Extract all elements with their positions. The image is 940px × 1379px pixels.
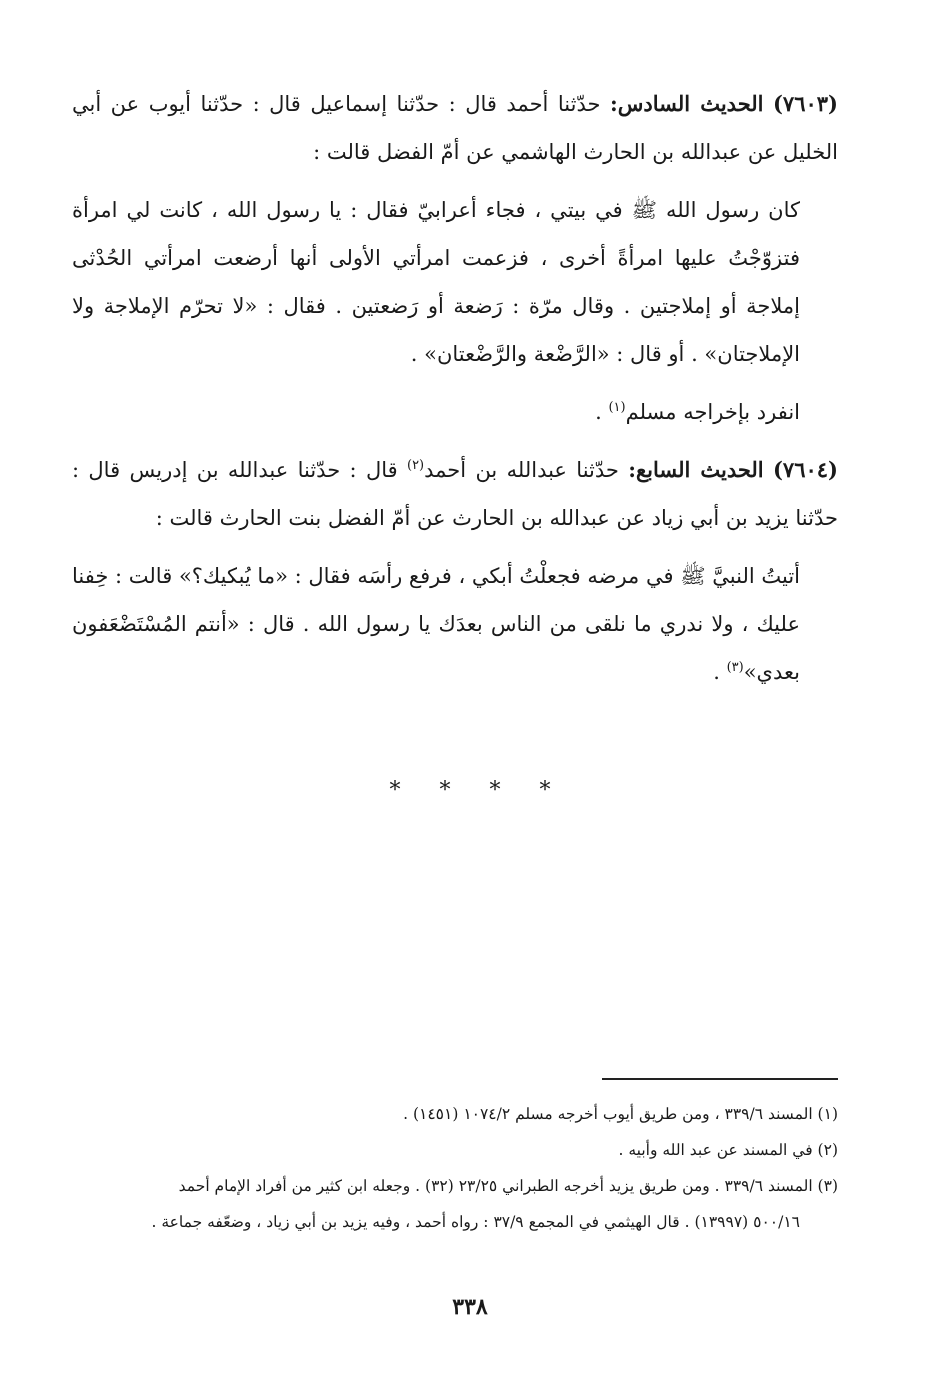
hadith-7604-isnad-a: حدّثنا عبدالله بن أحمد	[424, 458, 619, 482]
page-number: ٣٣٨	[452, 1294, 488, 1320]
footnote-2: (٢) في المسند عن عبد الله وأبيه .	[618, 1141, 838, 1159]
hadith-7604-matn-text: أتيتُ النبيَّ ﷺ في مرضه فجعلْتُ أبكي ، فرفع رأسَه فقال : «ما يُبكيك؟» قالت : خِفنا عليك ، ولا ندري ما نلقى من الناس بعدَك يا رسول الله . قال : «أنتم المُسْتَضْعَفون بعدي»	[72, 564, 800, 684]
separator-star: *	[489, 778, 501, 803]
hadith-7603-number: (٧٦٠٣)	[772, 91, 838, 116]
hadith-7604-isnad	[72, 446, 838, 542]
footnote-divider	[602, 1078, 838, 1080]
hadith-7604-matn-end: .	[713, 660, 727, 684]
separator-star: *	[539, 778, 551, 803]
hadith-7603-isnad-text: حدّثنا أحمد قال : حدّثنا إسماعيل قال : حدّثنا أيوب عن أبي الخليل عن عبدالله بن الحارث الهاشمي عن أمّ الفضل قالت :	[72, 92, 838, 164]
hadith-7604-number: (٧٦٠٤)	[772, 457, 838, 482]
footnote-1: (١) المسند ٣٣٩/٦ ، ومن طريق أيوب أخرجه مسلم ١٠٧٤/٢ (١٤٥١) .	[403, 1105, 838, 1123]
footnotes	[72, 1096, 838, 1240]
footnote-ref-2[interactable]: (٢)	[406, 458, 425, 473]
footnote-ref-3[interactable]: (٣)	[726, 660, 744, 675]
footnote-ref-1[interactable]: (١)	[608, 400, 626, 415]
hadith-7603-note	[72, 388, 838, 436]
hadith-7603-isnad	[72, 80, 838, 176]
hadith-7603-note-end: .	[595, 400, 609, 424]
separator-star: *	[439, 778, 451, 803]
hadith-7603-matn: كان رسول الله ﷺ في بيتي ، فجاء أعرابيّ فقال : يا رسول الله ، كانت لي امرأة فتزوّجْتُ عليها امرأةً أخرى ، فزعمت امرأتي الأولى أنها أرضعت امرأتي الحُدْثى إملاجة أو إملاجتين . وقال مرّة : رَضعة أو رَضعتين . فقال : «لا تحرّم الإملاجة ولا الإملاجتان» . أو قال : «الرَّضْعة والرَّضْعتان» .	[72, 198, 800, 366]
separator-star: *	[389, 778, 401, 803]
main-text	[72, 80, 838, 696]
footnote-3: (٣) المسند ٣٣٩/٦ . ومن طريق يزيد أخرجه الطبراني ٢٣/٢٥ (٣٢) . وجعله ابن كثير من أفراد الإمام أحمد	[178, 1177, 838, 1195]
hadith-7604-heading: الحديث السابع:	[628, 457, 764, 482]
hadith-7604-isnad-b: قال : حدّثنا عبدالله بن إدريس قال : حدّثنا يزيد بن أبي زياد عن عبدالله بن الحارث عن أمّ الفضل بنت الحارث قالت :	[72, 458, 838, 530]
footnote-3-continuation: ٥٠٠/١٦ (١٣٩٩٧) . قال الهيثمي في المجمع ٣٧/٩ : رواه أحمد ، وفيه يزيد بن أبي زياد ، وضعّفه جماعة .	[151, 1213, 800, 1231]
hadith-7603-note-text: انفرد بإخراجه مسلم	[625, 400, 800, 424]
hadith-7603-heading: الحديث السادس:	[609, 91, 764, 116]
section-separator	[0, 778, 940, 803]
hadith-7604-matn	[72, 552, 838, 696]
